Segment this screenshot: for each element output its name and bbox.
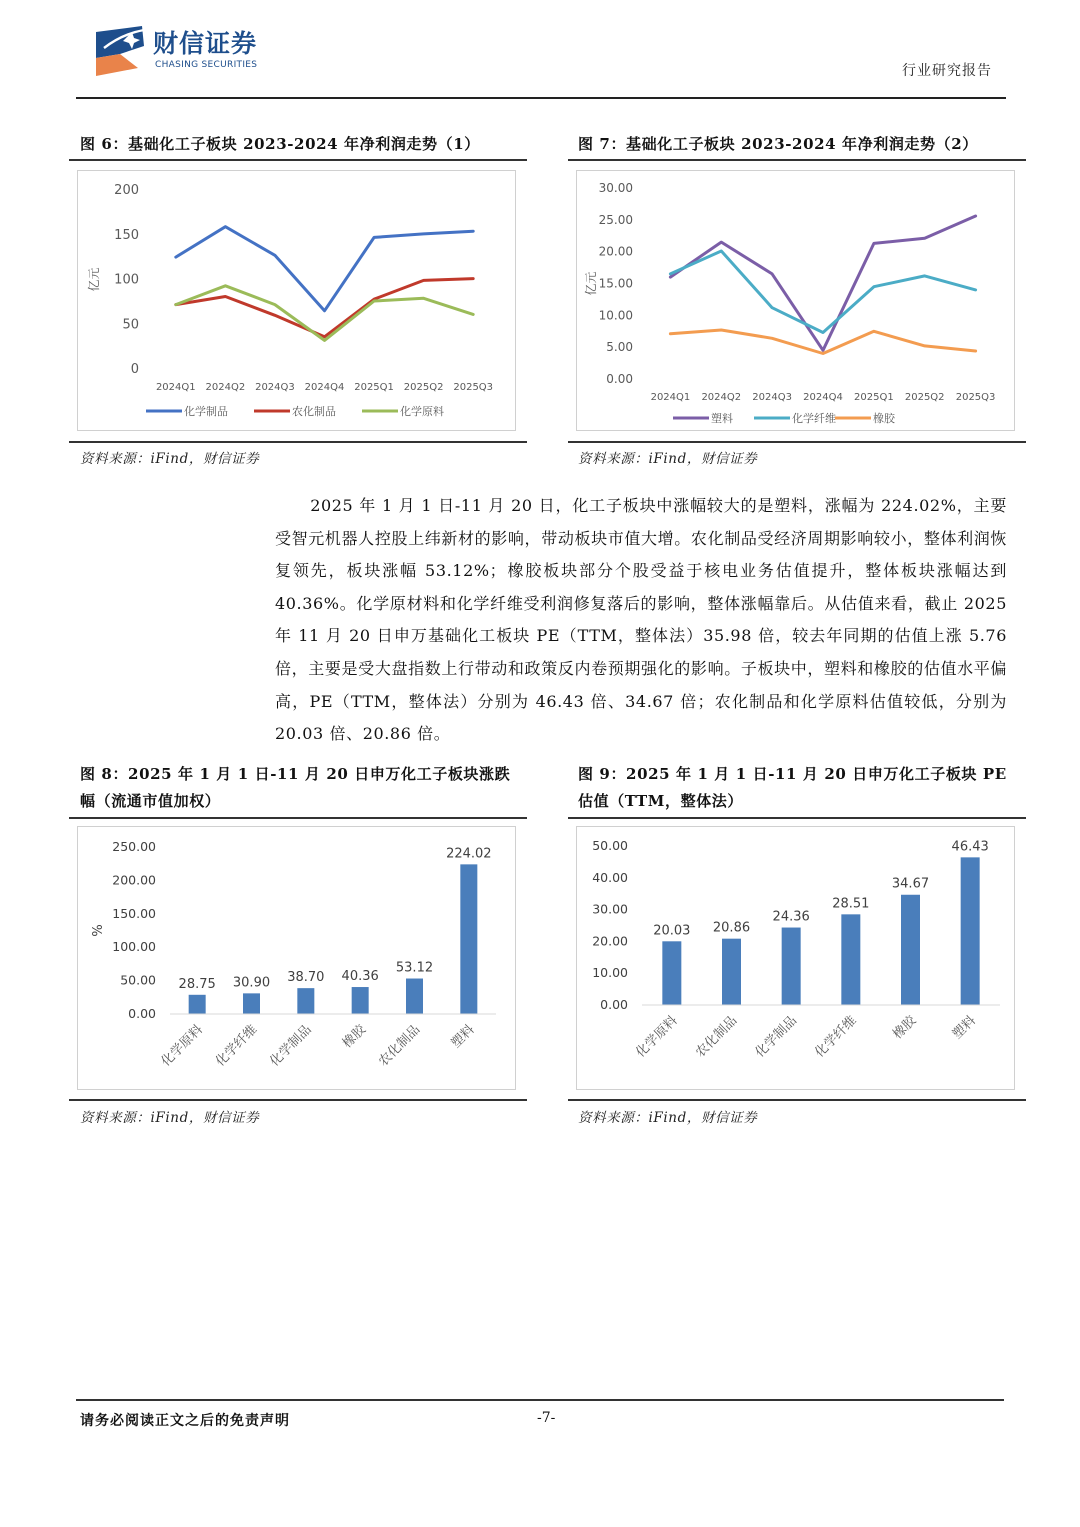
footer-disclaimer: 请务必阅读正文之后的免责声明 [80, 1413, 290, 1429]
x-tick-label: 2025Q3 [955, 392, 996, 403]
x-category-label: 橡胶 [339, 1022, 369, 1052]
bar-塑料 [961, 857, 980, 1005]
figure-7-top-rule [568, 159, 1026, 161]
figure-7-chart-frame [576, 170, 1015, 431]
y-tick-label: 15.00 [598, 276, 633, 291]
figure-6-title: 图 6：基础化工子板块 2023-2024 年净利润走势（1） [80, 135, 480, 153]
data-label: 30.90 [232, 975, 271, 991]
series-line-化学纤维 [670, 251, 975, 333]
y-tick-label: 200.00 [112, 872, 156, 888]
figure-8-top-rule [69, 817, 527, 819]
y-tick-label: 30.00 [592, 901, 628, 917]
figure-6-bottom-rule [69, 441, 527, 443]
figure-8-bottom-rule [69, 1099, 527, 1101]
x-tick-label: 2024Q3 [752, 392, 792, 403]
y-tick-label: 20.00 [598, 244, 633, 259]
data-label: 40.36 [341, 969, 379, 985]
y-tick-label: 20.00 [592, 933, 628, 949]
bar-农化制品 [406, 979, 423, 1014]
figure-7-bottom-rule [568, 441, 1026, 443]
x-tick-label: 2025Q1 [354, 382, 394, 393]
legend-label: 塑料 [711, 412, 733, 425]
bar-化学制品 [782, 928, 801, 1005]
data-label: 38.70 [287, 970, 325, 986]
figure-8-chart-frame [77, 826, 516, 1090]
data-label: 24.36 [772, 909, 810, 925]
data-label: 28.75 [178, 976, 216, 992]
analysis-paragraph: 2025 年 1 月 1 日-11 月 20 日，化工子板块中涨幅较大的是塑料，涨幅为 224.02%，主要受智元机器人控股上纬新材的影响，带动板块市值大增。农化制品受经济周期影响较小，整体利润恢复领先，板块涨幅 53.12%；橡胶板块部分个股受益于核电业务估值提升，整体板块涨幅达到 40.36%。化学原材料和化学纤维受利润修复落后的影响，整体涨幅靠后。从估值来看，截止 2025 年 11 月 20 日申万基础化工板块 PE（TTM，整体法）35.98 倍，较去年同期的估值上涨 5.76 倍，主要是受大盘指数上行带动和政策反内卷预期强化的影响。子板块中，塑料和橡胶的估值水平偏高，PE（TTM，整体法）分别为 46.43 倍、34.67 倍；农化制品和化学原料估值较低，分别为 20.03 倍、20.86 倍。 [275, 496, 1007, 744]
y-tick-label: 0.00 [600, 997, 628, 1012]
y-tick-label: 0.00 [606, 372, 633, 386]
x-tick-label: 2024Q2 [701, 392, 742, 403]
bar-化学纤维 [841, 914, 860, 1005]
company-logo-name: 财信证券 [153, 29, 258, 58]
data-label: 34.67 [891, 876, 930, 892]
x-tick-label: 2024Q4 [803, 392, 843, 403]
legend-label: 化学制品 [184, 405, 228, 418]
x-tick-label: 2024Q1 [155, 382, 196, 393]
y-tick-label: 100 [114, 272, 139, 288]
data-label: 20.86 [712, 920, 751, 936]
x-tick-label: 2024Q3 [255, 382, 295, 393]
figure-9-bar-chart [577, 827, 1014, 1089]
x-category-label: 塑料 [949, 1013, 979, 1043]
figure-9-chart-frame [576, 826, 1015, 1090]
figure-7-line-chart [577, 171, 1014, 430]
y-tick-label: 0 [130, 362, 139, 377]
bar-橡胶 [901, 895, 920, 1005]
x-tick-label: 2024Q1 [650, 392, 691, 403]
y-tick-label: 250.00 [112, 839, 156, 854]
y-axis-label: 亿元 [584, 271, 598, 296]
figure-6-chart-frame [77, 170, 516, 431]
x-tick-label: 2025Q1 [854, 392, 894, 403]
x-tick-label: 2025Q2 [403, 382, 444, 393]
x-category-label: 化学原料 [158, 1022, 206, 1070]
x-category-label: 化学纤维 [812, 1013, 860, 1061]
y-tick-label: 5.00 [606, 340, 633, 355]
x-tick-label: 2024Q2 [205, 382, 246, 393]
company-logo-english: CHASING SECURITIES [155, 60, 258, 70]
figure-9-bottom-rule [568, 1099, 1026, 1101]
x-category-label: 化学原料 [633, 1013, 681, 1061]
y-tick-label: 40.00 [592, 869, 628, 885]
company-logo-icon [92, 24, 148, 78]
y-tick-label: 0.00 [128, 1006, 156, 1021]
figure-7-source: 资料来源：iFind，财信证券 [578, 451, 758, 467]
y-tick-label: 50.00 [120, 972, 156, 988]
x-tick-label: 2024Q4 [304, 382, 345, 393]
figure-6-line-chart [78, 171, 515, 430]
figure-9-top-rule [568, 817, 1026, 819]
figure-9-title-line-2: 估值（TTM，整体法） [578, 792, 743, 810]
figure-8-source: 资料来源：iFind，财信证券 [80, 1110, 260, 1126]
data-label: 224.02 [446, 846, 492, 862]
x-category-label: 塑料 [448, 1022, 478, 1052]
y-tick-label: 25.00 [598, 212, 633, 227]
figure-9-title-line-1: 图 9：2025 年 1 月 1 日-11 月 20 日申万化工子板块 PE [578, 765, 1007, 783]
y-tick-label: 50 [122, 317, 139, 333]
legend-label: 化学纤维 [792, 412, 836, 425]
bar-农化制品 [722, 939, 741, 1005]
y-tick-label: 10.00 [598, 308, 633, 323]
x-tick-label: 2025Q2 [904, 392, 945, 403]
y-tick-label: 200 [114, 183, 139, 198]
x-category-label: 化学纤维 [212, 1022, 261, 1070]
bar-化学原料 [662, 941, 681, 1005]
bar-橡胶 [352, 987, 369, 1014]
y-tick-label: 30.00 [598, 181, 633, 195]
y-axis-label: 亿元 [87, 267, 101, 292]
figure-9-source: 资料来源：iFind，财信证券 [578, 1110, 758, 1126]
bar-塑料 [460, 864, 477, 1014]
page-number: -7- [537, 1410, 556, 1426]
data-label: 28.51 [832, 896, 870, 912]
figure-8-title-line-2: 幅（流通市值加权） [80, 792, 221, 810]
x-category-label: 农化制品 [375, 1022, 424, 1070]
y-tick-label: 10.00 [592, 965, 628, 981]
y-tick-label: 150.00 [112, 905, 156, 921]
figure-8-title-line-1: 图 8：2025 年 1 月 1 日-11 月 20 日申万化工子板块涨跌 [80, 765, 511, 783]
figure-6-top-rule [69, 159, 527, 161]
y-tick-label: 150 [114, 227, 139, 243]
data-label: 53.12 [395, 960, 434, 976]
data-label: 20.03 [653, 923, 691, 939]
figure-6-source: 资料来源：iFind，财信证券 [80, 451, 260, 467]
x-category-label: 农化制品 [692, 1013, 741, 1061]
bar-化学纤维 [243, 993, 260, 1014]
data-label: 46.43 [951, 839, 989, 855]
report-type-label: 行业研究报告 [902, 63, 992, 79]
y-tick-label: 100.00 [112, 939, 156, 955]
legend-label: 化学原料 [400, 405, 444, 418]
legend-label: 橡胶 [873, 412, 895, 425]
legend-label: 农化制品 [292, 405, 336, 418]
x-category-label: 化学制品 [267, 1022, 315, 1070]
bar-化学制品 [297, 988, 314, 1014]
footer-divider [76, 1399, 1004, 1401]
bar-化学原料 [189, 995, 206, 1014]
figure-8-bar-chart [78, 827, 515, 1089]
series-line-化学原料 [176, 286, 473, 341]
x-category-label: 化学制品 [752, 1013, 800, 1061]
x-category-label: 橡胶 [890, 1013, 920, 1043]
analysis-paragraph-block [275, 490, 1007, 751]
y-axis-label: % [91, 924, 106, 937]
y-tick-label: 50.00 [592, 838, 628, 853]
header-divider [76, 97, 1006, 99]
x-tick-label: 2025Q3 [453, 382, 494, 393]
figure-7-title: 图 7：基础化工子板块 2023-2024 年净利润走势（2） [578, 135, 978, 153]
